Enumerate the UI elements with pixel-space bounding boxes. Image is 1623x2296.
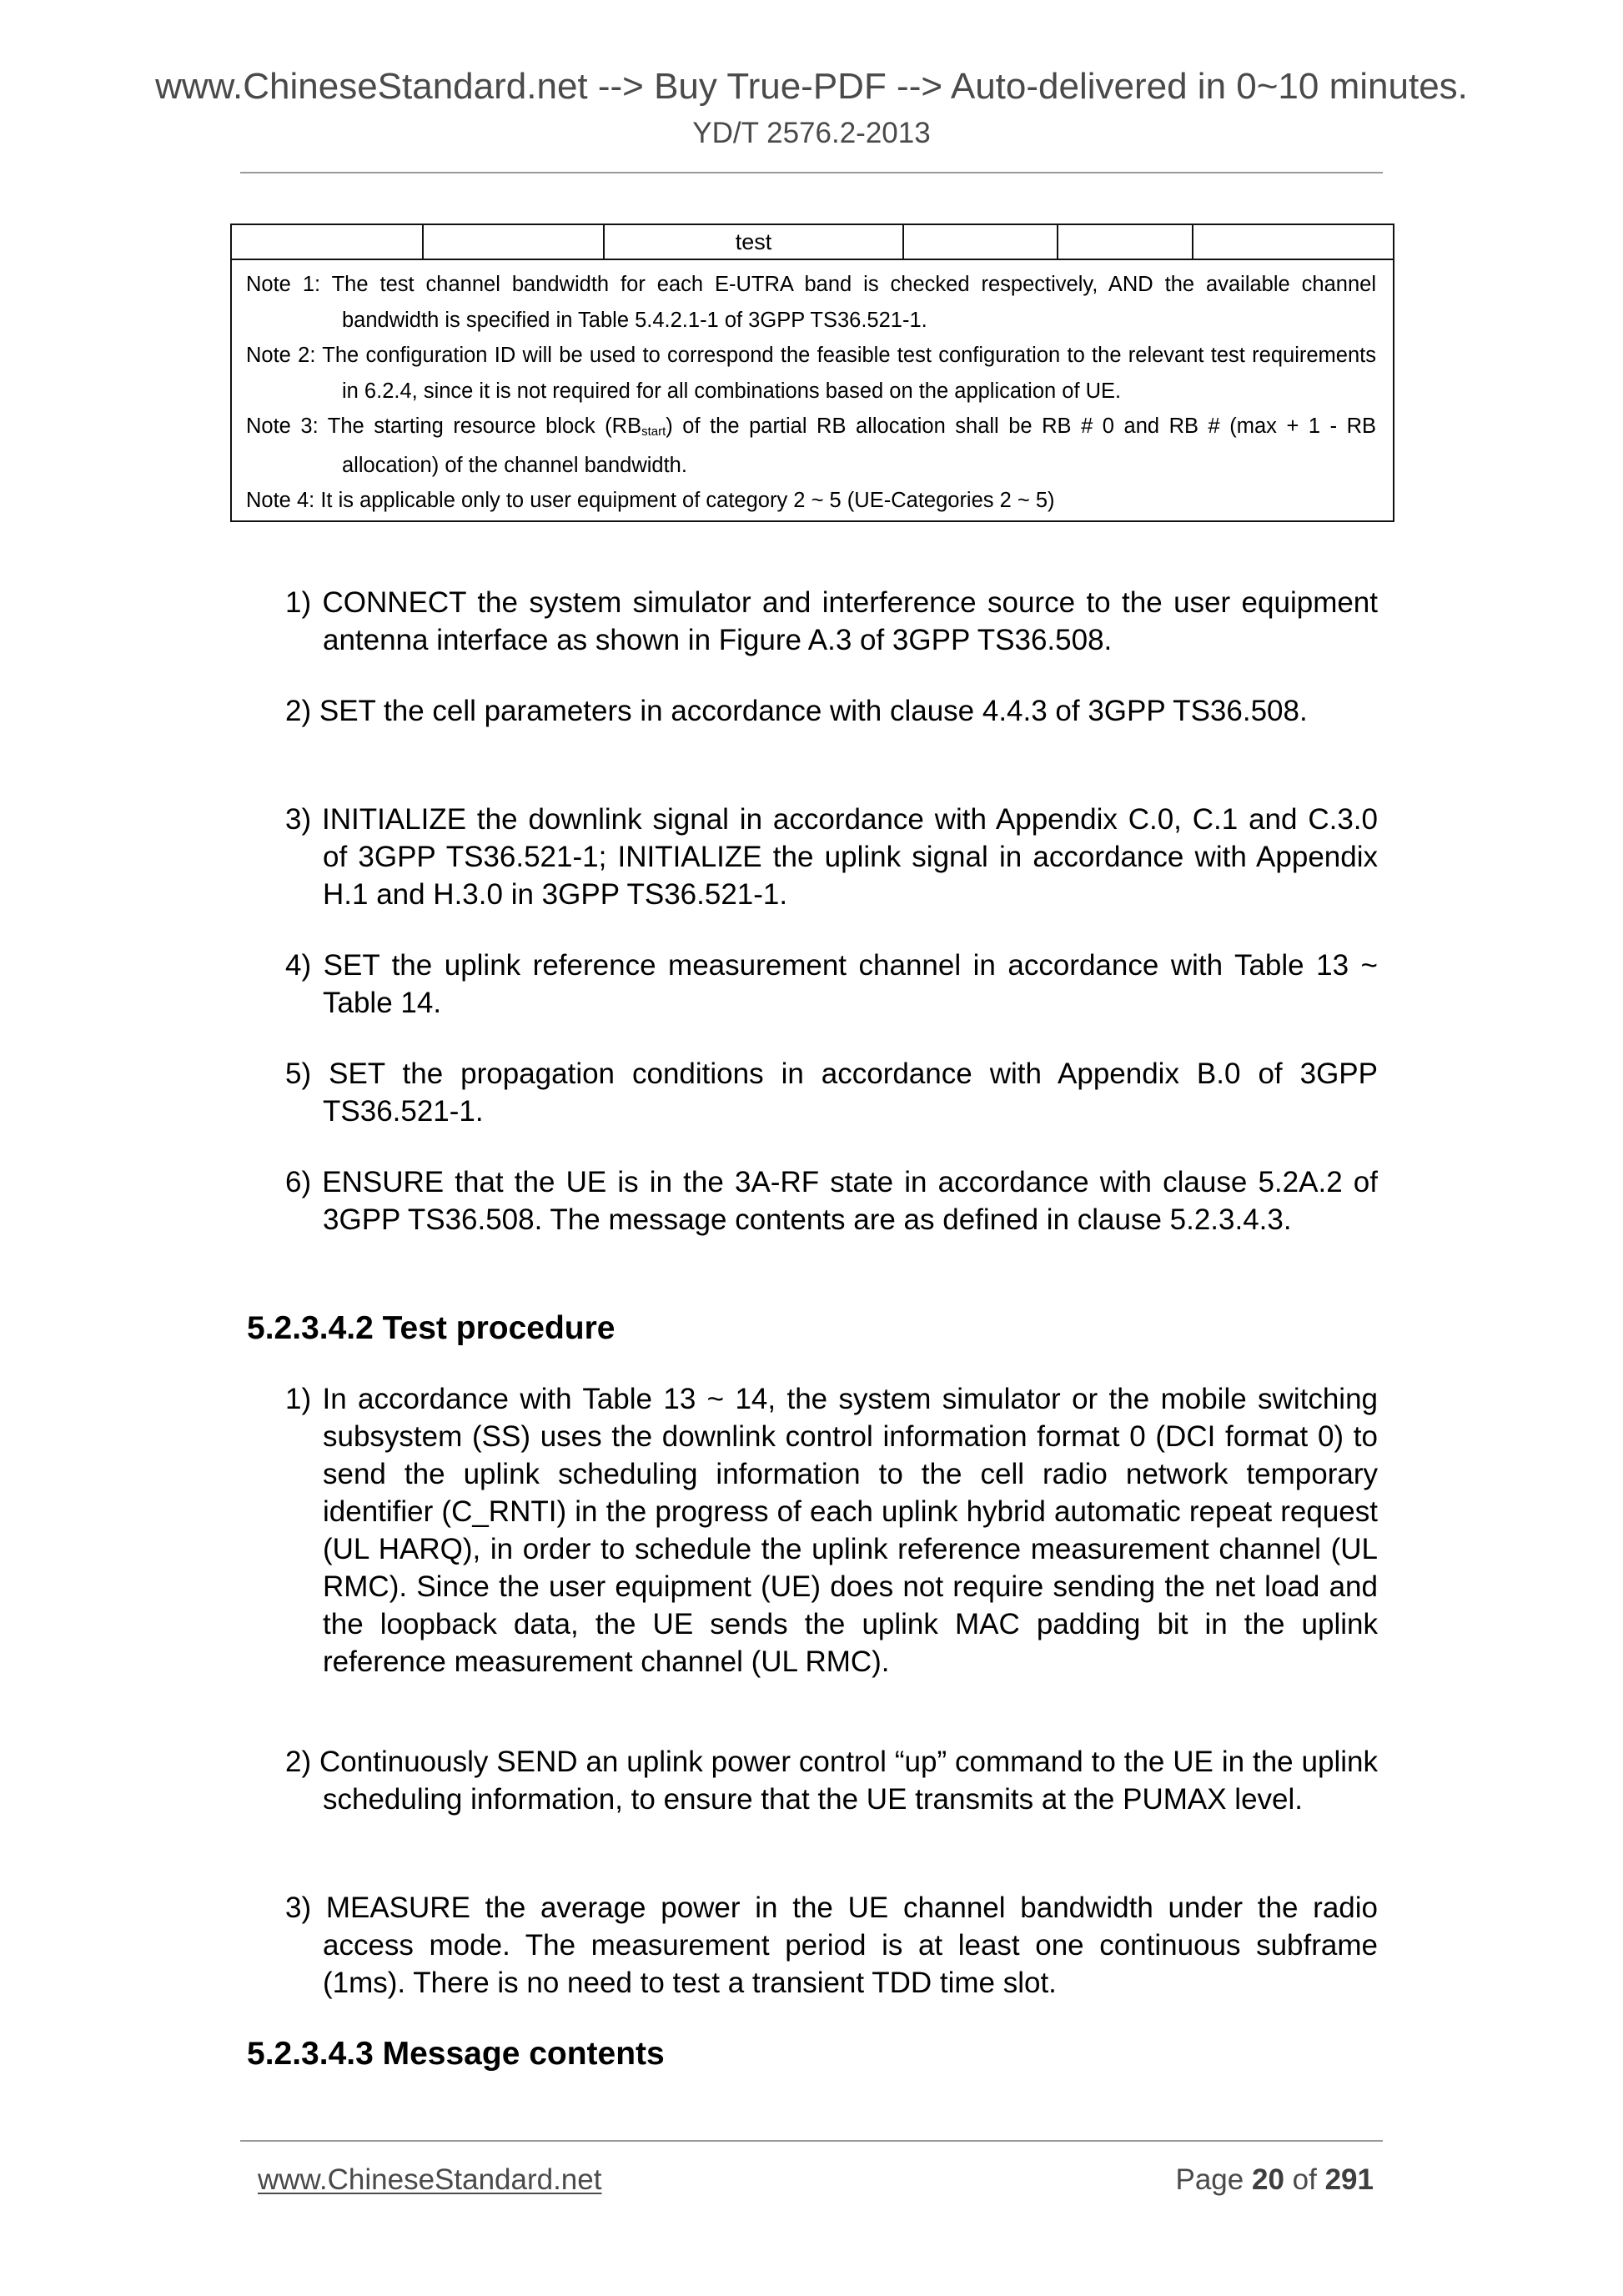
note-text-after: ) of the partial RB allocation shall be RB # 0 and RB # (max + 1 - RB allocation) of the channel bandwidth. [342, 414, 1377, 477]
document-id: YD/T 2576.2-2013 [692, 117, 931, 149]
note-label: Note 4: [246, 489, 315, 512]
section-heading-message-contents: 5.2.3.4.3 Message contents [247, 2036, 665, 2072]
note-label: Note 1: [246, 273, 321, 296]
test-procedure-step-1: 1) In accordance with Table 13 ~ 14, the system simulator or the mobile switching subsystem (SS) uses the downlink control information format 0 (DCI format 0) to send the uplink scheduling information to the cell radio network temporary identifier (C_RNTI) in the progress of each uplink hybrid automatic repeat request (UL HARQ), in order to schedule the uplink reference measurement channel (UL RMC). Since the user equipment (UE) does not require sending the net load and the loopback data, the UE sends the uplink MAC padding bit in the uplink reference measurement channel (UL RMC). [285, 1383, 1378, 1678]
table-note-1 [246, 267, 1376, 338]
note-label: Note 2: [246, 344, 316, 367]
initial-condition-5: 5) SET the propagation conditions in accordance with Appendix B.0 of 3GPP TS36.521-1. [285, 1058, 1378, 1128]
table-cell [231, 224, 423, 259]
page-total: 291 [1324, 2163, 1374, 2196]
note-text-before: The starting resource block (RB [327, 414, 642, 438]
table-note-4 [246, 483, 1376, 519]
table-cell [903, 224, 1058, 259]
table-cell: test [604, 224, 903, 259]
page-of: of [1292, 2163, 1317, 2196]
table-note-3 [246, 409, 1376, 483]
table-cell [1193, 224, 1394, 259]
section-heading-test-procedure: 5.2.3.4.2 Test procedure [247, 1310, 616, 1346]
footer-divider [240, 2140, 1383, 2142]
initial-condition-3: 3) INITIALIZE the downlink signal in accordance with Appendix C.0, C.1 and C.3.0 of 3GPP TS36.521-1; INITIALIZE the uplink signal in accordance with Appendix H.1 and H.3.0 in 3GPP TS36.521-1. [285, 803, 1378, 911]
table-row [231, 224, 1394, 259]
note-text: It is applicable only to user equipment of category 2 ~ 5 (UE-Categories 2 ~ 5) [320, 489, 1055, 512]
note-label: Note 3: [246, 414, 319, 438]
table-notes-row [231, 259, 1394, 521]
test-procedure-step-3: 3) MEASURE the average power in the UE channel bandwidth under the radio access mode. The measurement period is at least one continuous subframe (1ms). There is no need to test a transient TDD time slot. [285, 1892, 1378, 1999]
note-text: The configuration ID will be used to correspond the feasible test configuration to the relevant test requirements in 6.2.4, since it is not required for all combinations based on the application of UE. [322, 344, 1376, 403]
initial-condition-4: 4) SET the uplink reference measurement channel in accordance with Table 13 ~ Table 14. [285, 949, 1378, 1019]
note-subscript: start [641, 425, 666, 439]
test-configuration-table [230, 224, 1394, 522]
note-text: The test channel bandwidth for each E-UTRA band is checked respectively, AND the available channel bandwidth is specified in Table 5.4.2.1-1 of 3GPP TS36.521-1. [331, 273, 1376, 332]
table-notes [231, 259, 1394, 521]
footer-website-link[interactable]: www.ChineseStandard.net [258, 2163, 602, 2196]
page-prefix: Page [1175, 2163, 1244, 2196]
header-banner: www.ChineseStandard.net --> Buy True-PDF --> Auto-delivered in 0~10 minutes. [155, 66, 1468, 107]
page-current: 20 [1251, 2163, 1284, 2196]
page-indicator [1176, 2163, 1374, 2198]
initial-condition-2: 2) SET the cell parameters in accordance with clause 4.4.3 of 3GPP TS36.508. [285, 695, 1308, 727]
header-divider [240, 172, 1383, 173]
initial-condition-6: 6) ENSURE that the UE is in the 3A-RF state in accordance with clause 5.2A.2 of 3GPP TS36.508. The message contents are as defined in clause 5.2.3.4.3. [285, 1166, 1378, 1236]
table-note-2 [246, 338, 1376, 409]
table-cell [423, 224, 604, 259]
test-procedure-step-2: 2) Continuously SEND an uplink power control “up” command to the UE in the uplink scheduling information, to ensure that the UE transmits at the PUMAX level. [285, 1746, 1378, 1816]
table-cell [1058, 224, 1193, 259]
initial-condition-1: 1) CONNECT the system simulator and interference source to the user equipment antenna interface as shown in Figure A.3 of 3GPP TS36.508. [285, 586, 1378, 656]
